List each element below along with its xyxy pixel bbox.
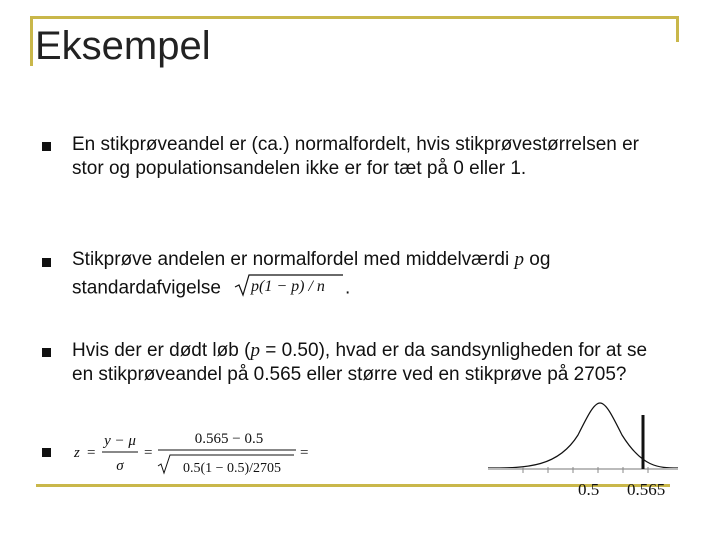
frame-right-line [676,16,679,42]
bullet-3-text-b: = 0.50), hvad er da sandsynligheden for at se en stikprøveandel på 0.565 eller større ved en stikprøve på 2705? [72,340,648,385]
bullet-marker [42,448,51,457]
plot-label-cutoff: 0.565 [627,480,666,499]
z-formula-frac2-den: 0.5(1 − 0.5)/2705 [182,461,282,476]
bullet-3-var-p: p [250,340,260,361]
sd-formula [233,272,345,305]
bullet-2-text-after: . [344,277,351,299]
bullet-text [72,133,672,181]
bullet-marker [42,348,51,357]
z-formula-frac1-den: σ [116,458,124,474]
bullet-text [72,248,672,305]
z-formula-frac2-num: 0.565 − 0.5 [194,431,264,447]
normal-curve [488,403,678,468]
bullet-1-text: En stikprøveandel er (ca.) normalfordelt, hvis stikprøvestørrelsen er stor og populationsandelen ikke er for tæt på 0 eller 1. [72,134,640,179]
frame-left-line [30,16,33,66]
bullet-3-text-a: Hvis der er dødt løb ( [72,340,251,361]
z-formula-eq: = [300,445,309,461]
bullet-marker [42,258,51,267]
z-formula-frac1-num: y − μ [104,433,136,449]
frame-bottom-line [36,484,670,487]
bullet-2-text-mid: og standardafvigelse [72,249,551,299]
bullet-text [72,339,672,387]
z-formula-lhs: z [74,445,80,461]
sd-formula-radicand: p(1 − p) / n [250,278,325,295]
plot-label-mean: 0.5 [578,480,600,499]
frame-top-line [32,16,678,19]
z-formula-eq: = [87,445,96,461]
normal-curve-plot [488,395,678,480]
z-formula [72,428,312,483]
bullet-2-var-p: p [514,249,524,270]
z-formula-eq: = [144,445,153,461]
slide-title: Eksempel [35,24,211,68]
bullet-2-text-before: Stikprøve andelen er normalfordel med middelværdi [72,249,515,270]
bullet-marker [42,142,51,151]
